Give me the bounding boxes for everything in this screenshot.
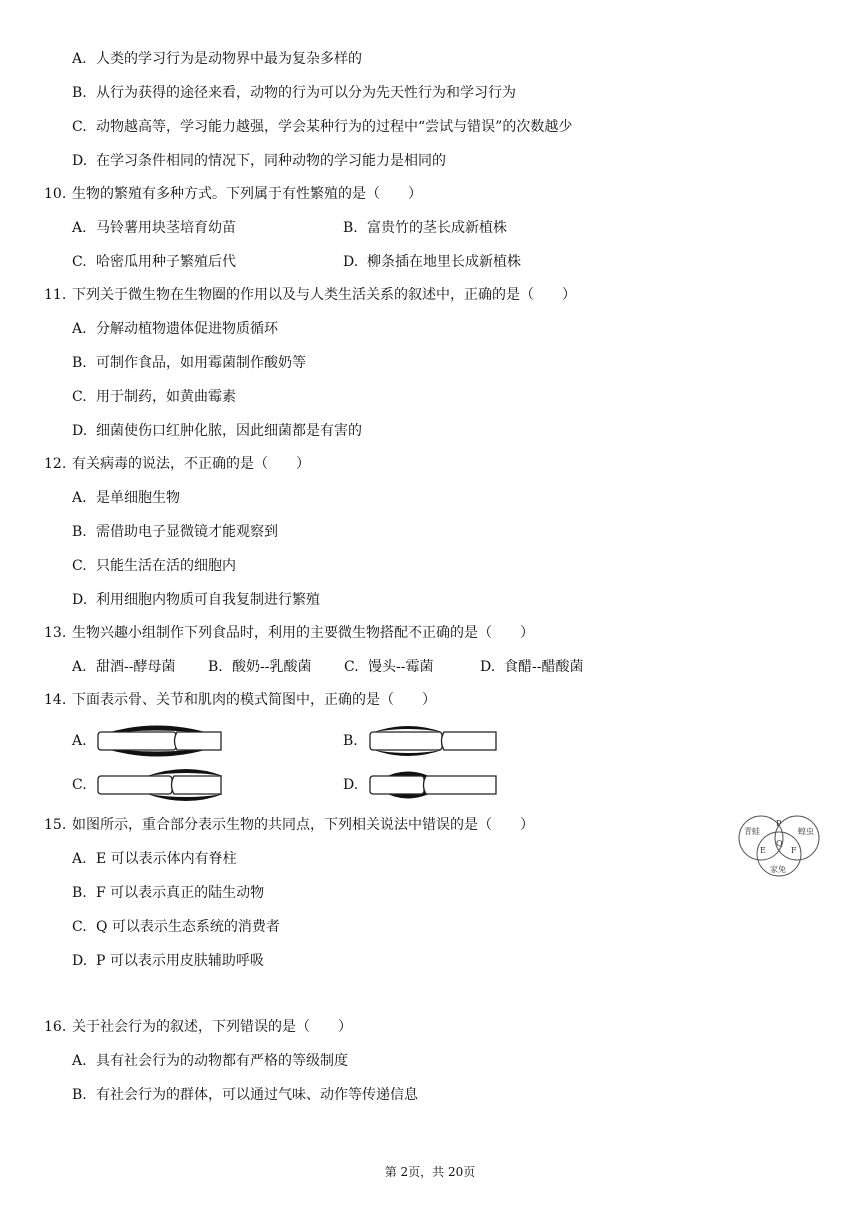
q14-figure-c [95,764,227,806]
q9-option-a: A. 人类的学习行为是动物界中最为复杂多样的 [72,51,362,67]
q14-option-a-label: A. [72,733,87,749]
q10-option-b: B. 富贵竹的茎长成新植株 [343,220,507,236]
q11-stem: 11. 下列关于微生物在生物圈的作用以及与人类生活关系的叙述中，正确的是（ ） [44,287,576,303]
q16-option-a: A. 具有社会行为的动物都有严格的等级制度 [72,1053,348,1069]
q10-option-d: D. 柳条插在地里长成新植株 [343,254,521,270]
q15-venn-diagram [736,812,826,878]
q10-option-a: A. 马铃薯用块茎培育幼苗 [72,220,236,236]
venn-label-f: F [791,846,797,855]
q13-option-a: A. 甜酒--酵母菌 [72,659,176,675]
q14-figure-b [368,720,500,762]
q14-option-b-label: B. [343,733,358,749]
q9-option-c: C. 动物越高等，学习能力越强，学会某种行为的过程中“尝试与错误”的次数越少 [72,119,573,135]
venn-label-q: Q [776,839,783,848]
q15-option-d: D. P 可以表示用皮肤辅助呼吸 [72,953,264,969]
q13-option-c: C. 馒头--霉菌 [344,659,434,675]
q12-option-b: B. 需借助电子显微镜才能观察到 [72,524,278,540]
q13-stem: 13. 生物兴趣小组制作下列食品时，利用的主要微生物搭配不正确的是（ ） [44,625,534,641]
q15-stem: 15. 如图所示，重合部分表示生物的共同点，下列相关说法中错误的是（ ） [44,817,534,833]
q12-option-d: D. 利用细胞内物质可自我复制进行繁殖 [72,592,320,608]
page-footer: 第 2页，共 20页 [384,1165,476,1179]
q11-option-a: A. 分解动植物遗体促进物质循环 [72,321,278,337]
q14-figure-d [368,764,500,806]
q16-option-b: B. 有社会行为的群体，可以通过气味、动作等传递信息 [72,1087,418,1103]
venn-label-p: P [776,819,782,828]
venn-label-frog: 青蛙 [744,827,760,836]
q15-option-a: A. E 可以表示体内有脊柱 [72,851,237,867]
q16-stem: 16. 关于社会行为的叙述，下列错误的是（ ） [44,1019,352,1035]
q14-option-d-label: D. [343,777,359,793]
q14-figure-a [95,720,225,762]
q13-option-d: D. 食醋--醋酸菌 [480,659,584,675]
q12-stem: 12. 有关病毒的说法，不正确的是（ ） [44,456,310,472]
q15-option-b: B. F 可以表示真正的陆生动物 [72,885,265,901]
q11-option-c: C. 用于制药，如黄曲霉素 [72,389,236,405]
q14-option-c-label: C. [72,777,87,793]
venn-label-rabbit: 家兔 [770,865,786,874]
q12-option-a: A. 是单细胞生物 [72,490,180,506]
q15-option-c: C. Q 可以表示生态系统的消费者 [72,919,280,935]
q11-option-d: D. 细菌使伤口红肿化脓，因此细菌都是有害的 [72,423,362,439]
q9-option-b: B. 从行为获得的途径来看，动物的行为可以分为先天性行为和学习行为 [72,85,516,101]
venn-label-e: E [760,846,766,855]
venn-label-locust: 蝗虫 [798,827,814,836]
q9-option-d: D. 在学习条件相同的情况下，同种动物的学习能力是相同的 [72,153,446,169]
q12-option-c: C. 只能生活在活的细胞内 [72,558,236,574]
q13-option-b: B. 酸奶--乳酸菌 [208,659,312,675]
q14-stem: 14. 下面表示骨、关节和肌肉的模式简图中，正确的是（ ） [44,692,436,708]
q11-option-b: B. 可制作食品，如用霉菌制作酸奶等 [72,355,306,371]
q10-stem: 10. 生物的繁殖有多种方式。下列属于有性繁殖的是（ ） [44,186,422,202]
q10-option-c: C. 哈密瓜用种子繁殖后代 [72,254,236,270]
